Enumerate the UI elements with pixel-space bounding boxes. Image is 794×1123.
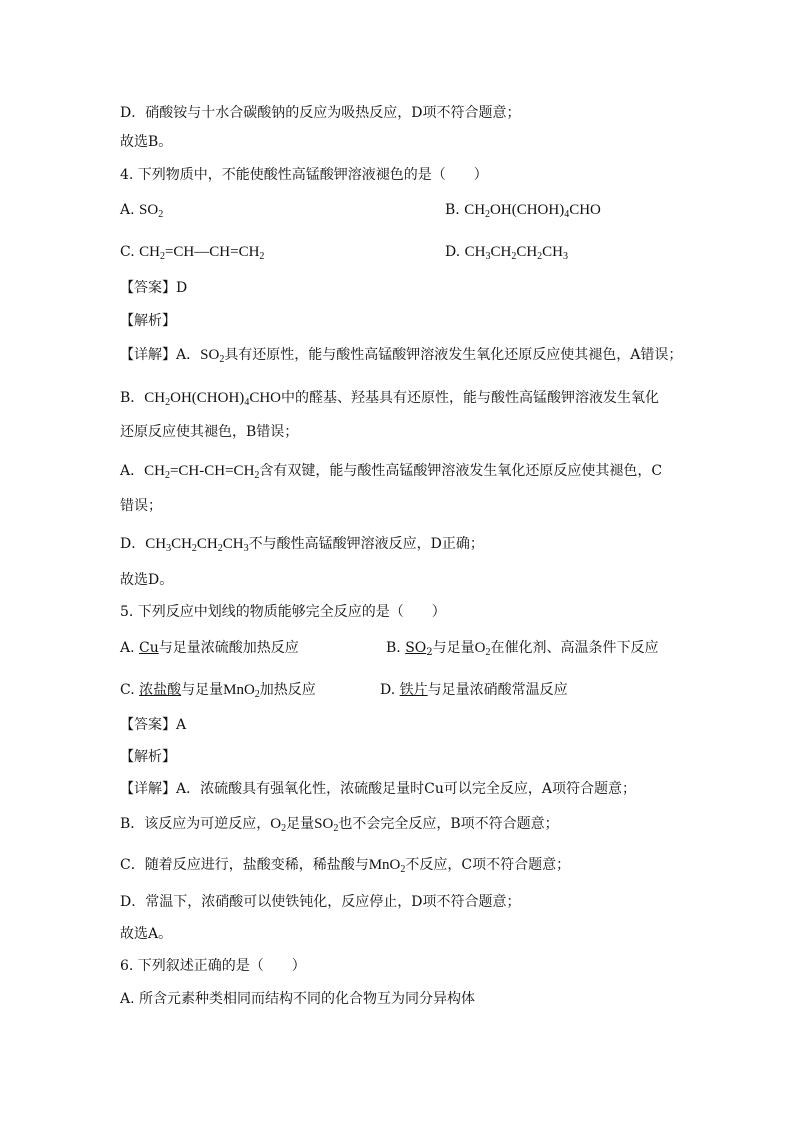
q5-detail-a: 【详解】A．浓硫酸具有强氧化性，浓硫酸足量时Cu可以完全反应，A项符合题意； — [120, 781, 636, 797]
q5-analysis-heading: 【解析】 — [120, 749, 176, 765]
formula: $CH_2=CH—CH=CH_2$ — [139, 244, 265, 262]
formula: MnO$_2$ — [223, 682, 260, 700]
q5-option-c: C. 浓盐酸与足量MnO$_2$加热反应 — [120, 682, 316, 700]
q5-detail-c: C．随着反应进行，盐酸变稀，稀盐酸与MnO$_2$不反应，C项不符合题意； — [120, 857, 571, 875]
q4-detail-c: A．$CH_2=CH-CH=CH_2$含有双键，能与酸性高锰酸钾溶液发生氧化还原反应使其褪色，C — [120, 463, 663, 481]
q4-conclusion: 故选D。 — [120, 572, 174, 588]
q5-option-a: A. Cu与足量浓硫酸加热反应 — [120, 640, 299, 656]
q3-conclusion: 故选B。 — [120, 134, 173, 150]
q4-detail-a: 【详解】A．$SO_2$具有还原性，能与酸性高锰酸钾溶液发生氧化还原反应使其褪色，A错误； — [120, 347, 683, 365]
q3-option-d-explanation: D．硝酸铵与十水合碳酸钠的反应为吸热反应，D项不符合题意； — [120, 105, 521, 121]
q5-option-d: D. 铁片与足量浓硝酸常温反应 — [380, 682, 568, 698]
formula: $O_2$ — [270, 816, 287, 834]
formula: $SO_2$ — [200, 347, 225, 365]
q5-detail-d: D．常温下，浓硝酸可以使铁钝化，反应停止，D项不符合题意； — [120, 894, 521, 910]
q4-option-b — [445, 201, 601, 219]
q4-option-d — [445, 243, 568, 261]
q5-option-b: B. $SO_2$与足量$O_2$在催化剂、高温条件下反应 — [386, 640, 659, 658]
q5-stem: 5. 下列反应中划线的物质能够完全反应的是（ ） — [120, 604, 446, 620]
q4-detail-b: B．$CH_2OH(CHOH)_4CHO$中的醛基、羟基具有还原性，能与酸性高锰酸钾溶液发生氧化 — [120, 390, 659, 408]
q5-conclusion: 故选A。 — [120, 926, 173, 942]
q6-stem: 6. 下列叙述正确的是（ ） — [120, 958, 306, 974]
q4-stem: 4. 下列物质中，不能使酸性高锰酸钾溶液褪色的是（ ） — [120, 167, 488, 183]
q5-detail-b: B．该反应为可逆反应，$O_2$足量$SO_2$也不会完全反应，B项不符合题意； — [120, 816, 559, 834]
formula: $SO_2$ — [314, 816, 339, 834]
formula: $O_2$ — [474, 640, 491, 658]
q4-detail-b-cont: 还原反应使其褪色，B错误； — [120, 424, 299, 440]
formula: MnO$_2$ — [368, 857, 406, 875]
option-label: B. — [445, 202, 460, 218]
q4-detail-c-cont: 错误； — [120, 498, 162, 514]
q4-option-c — [120, 243, 264, 261]
q4-option-a — [120, 201, 163, 219]
formula: $SO_2$ — [139, 202, 164, 220]
q6-option-a: A. 所含元素种类相同而结构不同的化合物互为同分异构体 — [120, 991, 476, 1007]
option-label: A. — [120, 202, 135, 218]
formula: $CH_3CH_2CH_2CH_3$ — [145, 536, 249, 554]
q4-answer: 【答案】D — [120, 280, 188, 296]
q5-answer: 【答案】A — [120, 717, 187, 733]
formula: $CH_3CH_2CH_2CH_3$ — [464, 244, 569, 262]
formula: $CH_2OH(CHOH)_4CHO$ — [144, 390, 281, 408]
option-label: C. — [120, 244, 135, 260]
q4-detail-d: D．$CH_3CH_2CH_2CH_3$不与酸性高锰酸钾溶液反应，D正确； — [120, 536, 484, 554]
formula: $CH_2OH(CHOH)_4CHO$ — [464, 202, 601, 220]
option-label: D. — [445, 244, 461, 260]
q4-analysis-heading: 【解析】 — [120, 313, 176, 329]
formula: $CH_2=CH-CH=CH_2$ — [144, 463, 260, 481]
